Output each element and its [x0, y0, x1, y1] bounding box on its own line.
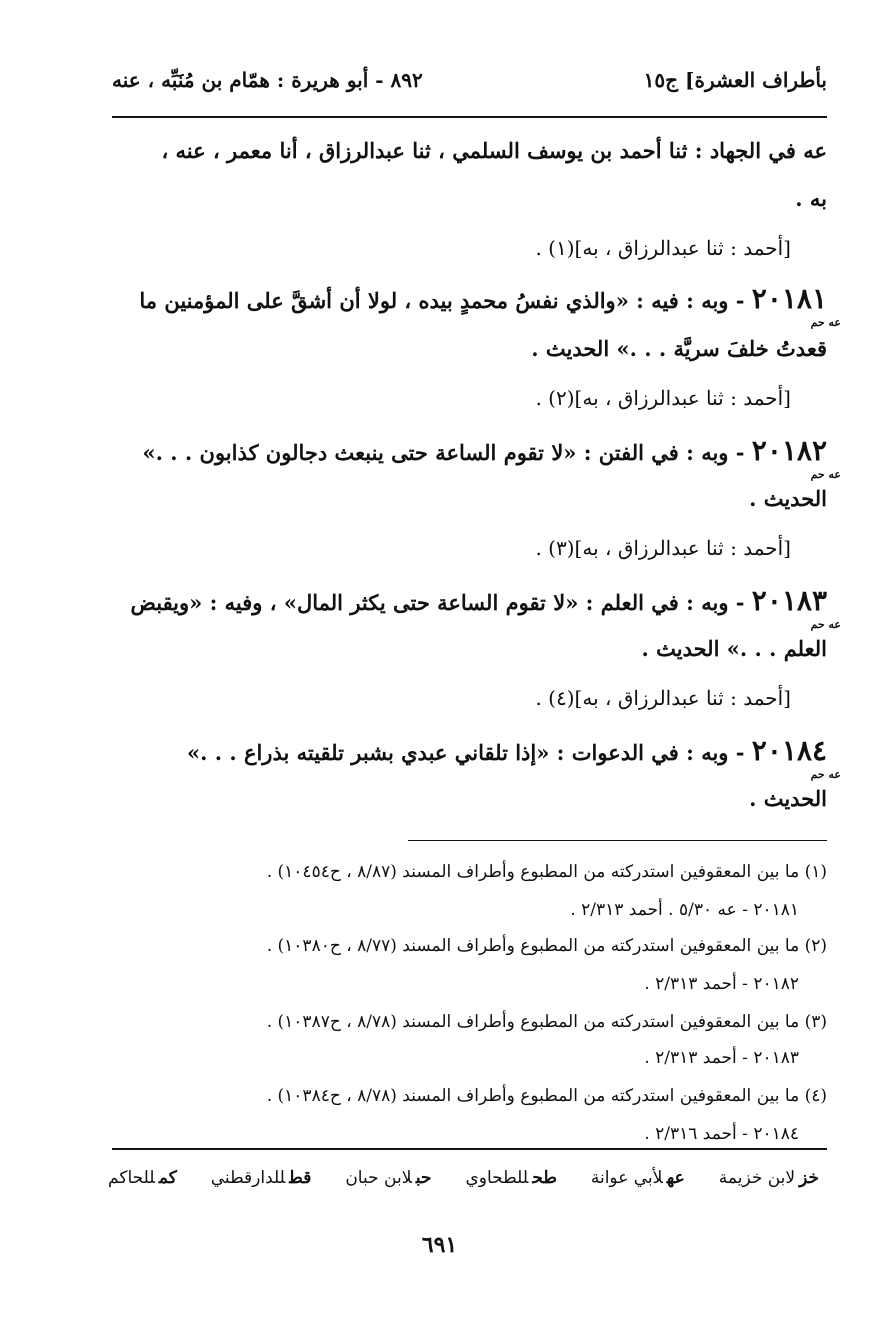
- legend-name: لابن خزيمة: [718, 1168, 796, 1188]
- footnote-3-source: ٢٠١٨٣ - أحمد ٢/٣١٣ .: [644, 1048, 799, 1068]
- entry-20183-sigla: عه حم: [810, 618, 841, 631]
- entry-20181-reference: [أحمد : ثنا عبدالرزاق ، به](٢) .: [535, 386, 791, 410]
- entry-20184-line-1: [108, 734, 827, 768]
- entry-text: - وبه : في الفتن : «لا تقوم الساعة حتى ينبعث دجالون كذابون . . .»: [142, 440, 745, 465]
- footnote-2: (٢) ما بين المعقوفين استدركته من المطبوع وأطراف المسند (٨/٧٧ ، ح١٠٣٨٠) .: [266, 936, 827, 956]
- legend-abbr: حب: [415, 1168, 432, 1188]
- footnote-3: (٣) ما بين المعقوفين استدركته من المطبوع وأطراف المسند (٨/٧٨ ، ح١٠٣٨٧) .: [266, 1012, 827, 1032]
- legend-item: [719, 1168, 819, 1188]
- entry-20183-line-1: [108, 584, 827, 618]
- footnote-4-source: ٢٠١٨٤ - أحمد ٢/٣١٦ .: [644, 1124, 799, 1144]
- legend-name: للدارقطني: [210, 1168, 286, 1188]
- legend-abbr: كم: [158, 1168, 177, 1188]
- legend-item: [345, 1168, 431, 1188]
- legend-abbr: خز: [799, 1168, 819, 1188]
- legend-abbr: قط: [289, 1168, 312, 1188]
- entry-20183-line-2: العلم . . .» الحديث .: [641, 636, 827, 661]
- entry-text: - وبه : في العلم : «لا تقوم الساعة حتى يكثر المال» ، وفيه : «ويقبض: [130, 590, 745, 615]
- entry-number: ٢٠١٨٣: [751, 584, 827, 617]
- page-number: ٦٩١: [421, 1232, 458, 1258]
- entry-20184-sigla: عه حم: [810, 768, 841, 781]
- intro-reference: [أحمد : ثنا عبدالرزاق ، به](١) .: [535, 236, 791, 260]
- legend-name: للحاكم: [108, 1168, 155, 1188]
- chapter-title: ٨٩٢ - أبو هريرة : همّام بن مُنَبِّه ، عنه: [112, 68, 423, 92]
- sigla-legend: [108, 1168, 819, 1188]
- legend-name: لابن حبان: [345, 1168, 412, 1188]
- footnote-2-source: ٢٠١٨٢ - أحمد ٢/٣١٣ .: [644, 974, 799, 994]
- entry-20181-line-1: [108, 282, 827, 316]
- running-header: [112, 62, 827, 98]
- entry-20183-reference: [أحمد : ثنا عبدالرزاق ، به](٤) .: [535, 686, 791, 710]
- entry-20182-sigla: عه حم: [810, 468, 841, 481]
- legend-abbr: عه: [666, 1168, 685, 1188]
- footnote-4: (٤) ما بين المعقوفين استدركته من المطبوع وأطراف المسند (٨/٧٨ ، ح١٠٣٨٤) .: [266, 1086, 827, 1106]
- legend-name: لأبي عوانة: [590, 1168, 663, 1188]
- legend-divider: [112, 1148, 827, 1150]
- entry-20182-line-2: الحديث .: [749, 486, 827, 511]
- entry-20182-reference: [أحمد : ثنا عبدالرزاق ، به](٣) .: [535, 536, 791, 560]
- entry-20184-line-2: الحديث .: [749, 786, 827, 811]
- intro-line-2: به .: [795, 186, 827, 211]
- entry-text: - وبه : في الدعوات : «إذا تلقاني عبدي بشبر تلقيته بذراع . . .»: [186, 740, 745, 765]
- intro-line-1: عه في الجهاد : ثنا أحمد بن يوسف السلمي ، ثنا عبدالرزاق ، أنا معمر ، عنه ،: [161, 138, 827, 163]
- entry-20181-line-2: قعدتُ خلفَ سريَّة . . .» الحديث .: [531, 336, 827, 361]
- legend-item: [108, 1168, 177, 1188]
- legend-item: [465, 1168, 556, 1188]
- footnote-divider: [408, 840, 827, 841]
- footnote-1: (١) ما بين المعقوفين استدركته من المطبوع وأطراف المسند (٨/٨٧ ، ح١٠٤٥٤) .: [266, 862, 827, 882]
- legend-abbr: طح: [532, 1168, 557, 1188]
- entry-number: ٢٠١٨٤: [751, 734, 827, 767]
- entry-20182-line-1: [108, 434, 827, 468]
- book-title: بأطراف العشرة] ج١٥: [643, 68, 827, 92]
- entry-text: - وبه : فيه : «والذي نفسُ محمدٍ بيده ، لولا أن أشقَّ على المؤمنين ما: [139, 288, 745, 313]
- entry-number: ٢٠١٨٢: [751, 434, 827, 467]
- legend-item: [591, 1168, 685, 1188]
- entry-20181-sigla: عه حم: [810, 316, 841, 329]
- entry-number: ٢٠١٨١: [751, 282, 827, 315]
- footnote-1-source: ٢٠١٨١ - عه ٥/٣٠ . أحمد ٢/٣١٣ .: [570, 900, 799, 920]
- legend-name: للطحاوي: [465, 1168, 529, 1188]
- legend-item: [211, 1168, 312, 1188]
- header-divider: [112, 116, 827, 118]
